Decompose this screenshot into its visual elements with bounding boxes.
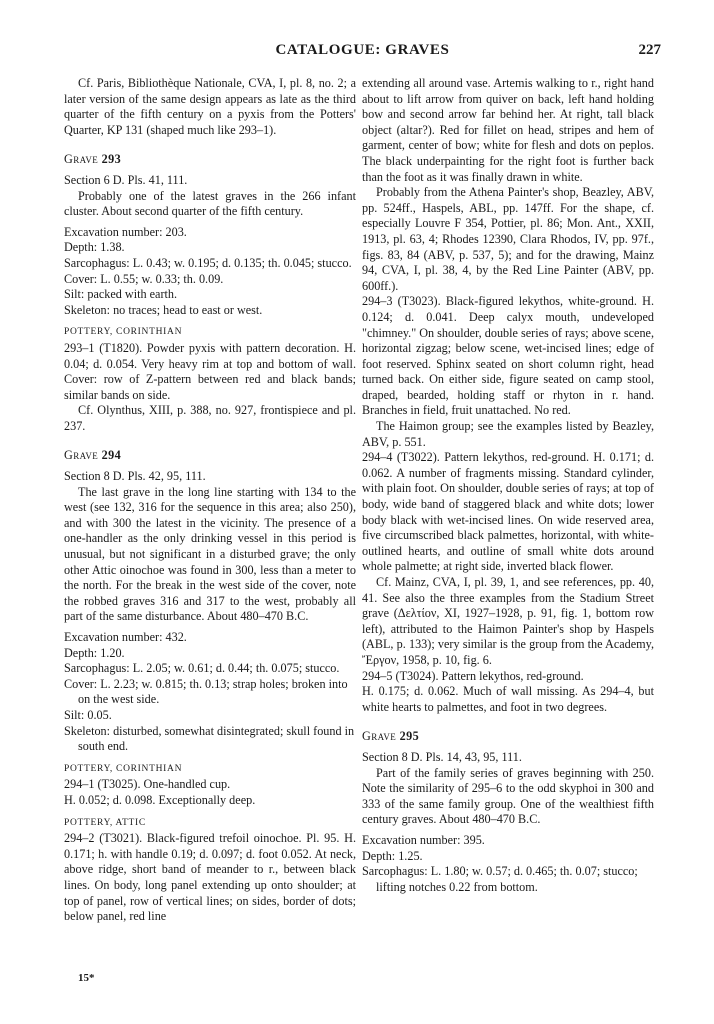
- grave-293-sarcophagus: Sarcophagus: L. 0.43; w. 0.195; d. 0.135; th. 0.045; stucco.: [64, 255, 352, 270]
- item-293-1: 293–1 (T1820). Powder pyxis with pattern decoration. H. 0.04; d. 0.054. Very heavy rim at top and bottom of wall. Cover: row of Z-pattern between red and black bands; similar bands on side.: [64, 340, 356, 402]
- grave-294-section: Section 8 D. Pls. 42, 95, 111.: [64, 469, 206, 484]
- item-294-2-continued: extending all around vase. Artemis walking to r., right hand about to lift arrow from quiver on back, left hand holding bow and second arrow far behind her. At right, tall black object (altar?). Red for fillet on head, stripes and hem of garment, center of bow; white for flesh and dots on peplos. The black underpainting for the right foot is further back than the foot as it was finally drawn in white.: [362, 76, 654, 184]
- grave-294-cover: Cover: L. 2.23; w. 0.815; th. 0.13; strap holes; broken into on the west side.: [64, 676, 348, 707]
- left-column: [64, 76, 356, 925]
- item-294-3-reference: The Haimon group; see the examples listed by Beazley, ABV, p. 551.: [362, 419, 654, 449]
- grave-293-cover: Cover: L. 0.55; w. 0.33; th. 0.09.: [64, 271, 224, 286]
- grave-295-depth: Depth: 1.25.: [362, 848, 423, 863]
- grave-294-sarcophagus: Sarcophagus: L. 2.05; w. 0.61; d. 0.44; th. 0.075; stucco.: [64, 661, 340, 676]
- right-column: [362, 76, 654, 895]
- grave-heading-label: Grave: [362, 729, 397, 744]
- grave-295-sarcophagus: Sarcophagus: L. 1.80; w. 0.57; d. 0.465; th. 0.07; stucco; lifting notches 0.22 from bottom.: [362, 864, 638, 894]
- grave-294-excavation: Excavation number: 432.: [64, 630, 187, 644]
- page-header: [64, 42, 661, 64]
- grave-294-depth: Depth: 1.20.: [64, 645, 125, 660]
- grave-294-skeleton: Skeleton: disturbed, somewhat disintegrated; skull found in south end.: [64, 723, 355, 754]
- grave-293-skeleton: Skeleton: no traces; head to east or west.: [64, 302, 263, 317]
- grave-295-section: Section 8 D. Pls. 14, 43, 95, 111.: [362, 749, 522, 764]
- item-294-3: 294–3 (T3023). Black-figured lekythos, white-ground. H. 0.124; d. 0.041. Deep calyx mouth, undeveloped "chimney." On shoulder, double series of rays; above scene, horizontal zigzag; below scene, wet-incised lines; edge of foot reserved. Sphinx seated on short column right, head turned back. On either side, figure seated on camp stool, draped, bearded, holding staff or rhyton in r. hand. Branches in field, fruit unattached. No red.: [362, 294, 654, 418]
- item-294-2-reference: Probably from the Athena Painter's shop, Beazley, ABV, pp. 524ff., Haspels, ABL, pp. 147ff. For the shape, cf. especially Louvre F 354, Pottier, pl. 86; Mon. Ant., XXII, 1913, pl. 63, 4; Rhodes 12390, Clara Rhodos, IV, pp. 97f., figs. 83, 84 (ABV, p. 537, 5); and for the drawing, Mainz 94, CVA, I, pl. 38, 4, by the Red Line Painter (ABV, pp. 600ff.).: [362, 185, 654, 293]
- item-294-5-description: H. 0.175; d. 0.062. Much of wall missing. As 294–4, but white hearts to palmettes, and foot in two degrees.: [362, 684, 654, 714]
- grave-295-heading: [362, 729, 654, 745]
- item-294-4-reference: Cf. Mainz, CVA, I, pl. 39, 1, and see references, pp. 40, 41. See also the three examples from the Stadium Street grave (Δελτίον, XI, 1927–1928, p. 91, fig. 1, bottom row left), attributed to the Haimon Painter's shop by Haspels (ABL, p. 133); very similar is the group from the Academy, Ἔργον, 1958, p. 10, fig. 6.: [362, 575, 654, 667]
- grave-heading-number: 293: [101, 152, 122, 167]
- item-293-1-reference: Cf. Olynthus, XIII, p. 388, no. 927, frontispiece and pl. 237.: [64, 403, 356, 433]
- grave-294-pottery-corinthian-heading: POTTERY, CORINTHIAN: [64, 763, 183, 774]
- grave-294-silt: Silt: 0.05.: [64, 707, 112, 722]
- grave-heading-number: 294: [101, 448, 122, 463]
- grave-heading-number: 295: [399, 729, 420, 744]
- grave-293-silt: Silt: packed with earth.: [64, 287, 178, 302]
- grave-294-pottery-attic-heading: POTTERY, ATTIC: [64, 817, 146, 828]
- grave-293-pottery-heading: POTTERY, CORINTHIAN: [64, 327, 183, 338]
- grave-295-description: Part of the family series of graves beginning with 250. Note the similarity of 295–6 to the odd skyphoi in 300 and 333 of the same family group. One of the wealthiest fifth century graves. About 480–470 B.C.: [362, 765, 654, 827]
- item-294-1-dimensions: H. 0.052; d. 0.098. Exceptionally deep.: [64, 792, 256, 807]
- grave-293-section: Section 6 D. Pls. 41, 111.: [64, 172, 188, 187]
- intro-paragraph: Cf. Paris, Bibliothèque Nationale, CVA, I, pl. 8, no. 2; a later version of the same design appears as late as the third quarter of the fifth century on a pyxis from the Potters' Quarter, KP 131 (shaped much like 293–1).: [64, 76, 356, 137]
- grave-295-excavation: Excavation number: 395.: [362, 832, 485, 847]
- grave-heading-label: Grave: [64, 152, 99, 167]
- item-294-1: 294–1 (T3025). One-handled cup.: [64, 777, 231, 792]
- signature-mark: 15*: [78, 972, 95, 984]
- item-294-5: 294–5 (T3024). Pattern lekythos, red-ground.: [362, 668, 584, 683]
- grave-293-heading: [64, 152, 356, 168]
- grave-294-description: The last grave in the long line starting with 134 to the west (see 132, 316 for the sequence in this area; also 250), and with 300 the latest in the vicinity. The presence of a one-handler as the only drinking vessel in this period is unusual, but not significant in a disturbed grave; the only other Attic oinochoe was found in 300, less than a meter to the north. For the break in the west side of the cover, note the robbed graves 316 and 317 to the west, probably all part of the same disturbance. About 480–470 B.C.: [64, 484, 356, 624]
- grave-293-description: Probably one of the latest graves in the 266 infant cluster. About second quarter of the fifth century.: [64, 188, 356, 219]
- grave-293-excavation: Excavation number: 203.: [64, 224, 187, 239]
- item-294-4: 294–4 (T3022). Pattern lekythos, red-ground. H. 0.171; d. 0.062. A number of fragments missing. Standard cylinder, with plain foot. On shoulder, double series of rays; at top of body, wide band of staggered black and white dots; lower body black with wet-incised lines. On wide reserved area, five circumscribed black palmettes, horizontal, with white-outlined hearts, and outline of small white dots around whole palmette; at right side, inverted black flower.: [362, 450, 654, 574]
- grave-294-heading: [64, 448, 356, 464]
- grave-293-depth: Depth: 1.38.: [64, 240, 125, 255]
- item-294-2: 294–2 (T3021). Black-figured trefoil oinochoe. Pl. 95. H. 0.171; h. with handle 0.19; d. 0.097; d. foot 0.052. At neck, above ridge, short band of meander to r., between black lines. On body, long panel extending up onto shoulder; at top of panel, row of vertical lines; on sides, border of dots; below panel, red line: [64, 831, 356, 924]
- running-title: CATALOGUE: GRAVES: [275, 42, 450, 58]
- grave-heading-label: Grave: [64, 448, 99, 463]
- page-number: 227: [638, 42, 661, 58]
